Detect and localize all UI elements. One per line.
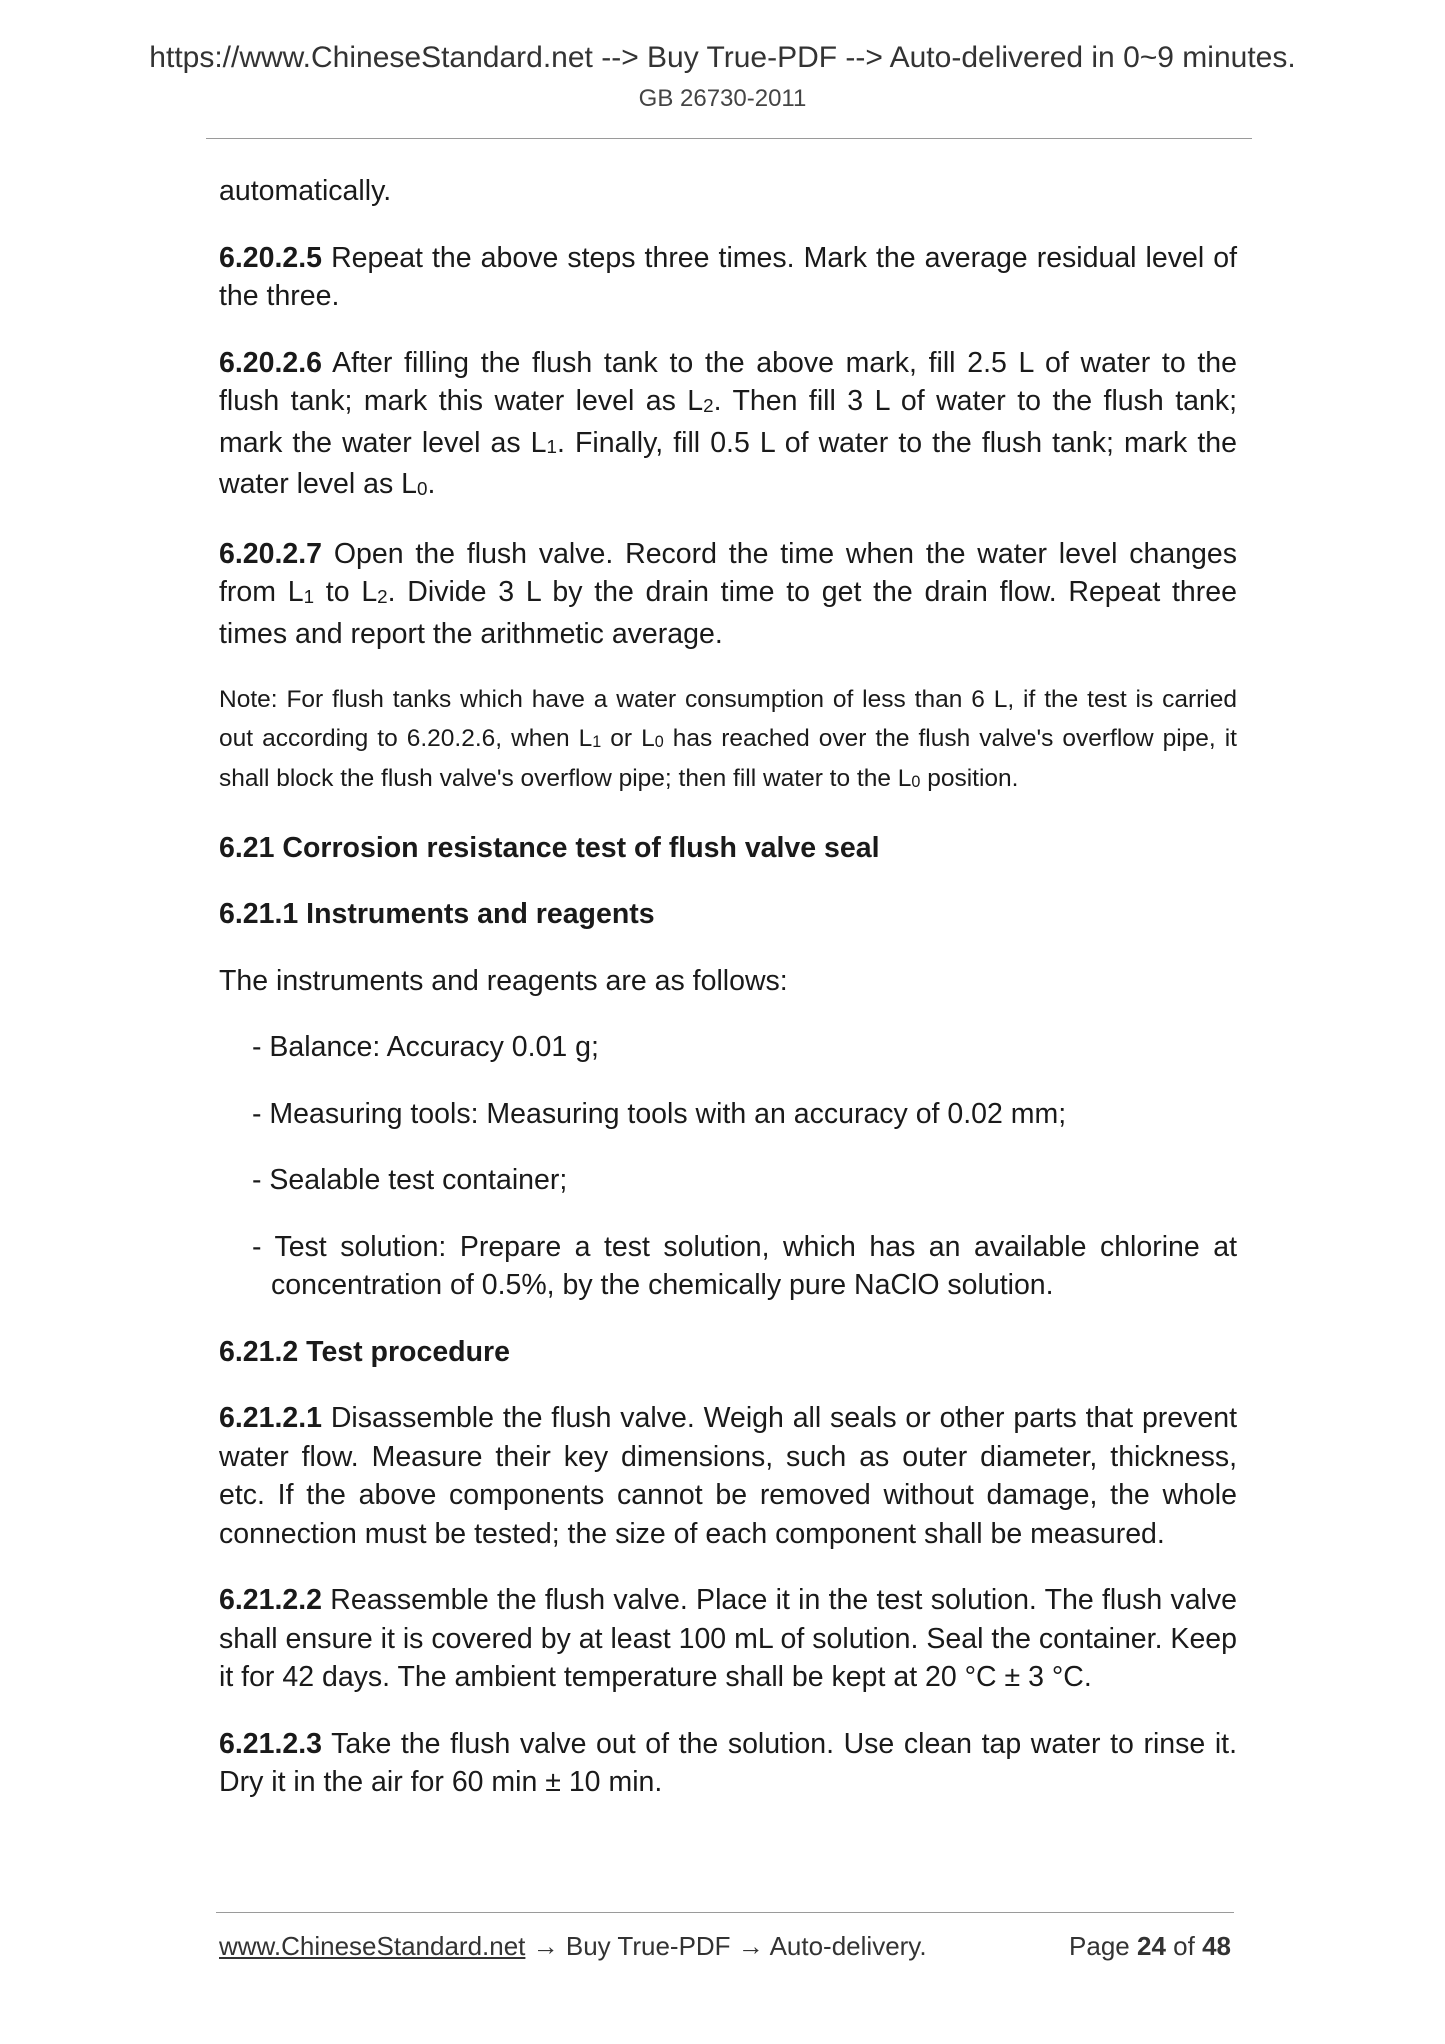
clause-text: Disassemble the flush valve. Weigh all seals or other parts that prevent water flow. Measure their key dimensions, such as outer diameter, thickness, etc. If the above components cannot be removed without damage, the whole connection must be tested; the size of each component shall be measured. [219, 1402, 1237, 1550]
clause-6-20-2-6 [219, 344, 1237, 507]
clause-text: After filling the flush tank to the above mark, fill 2.5 L of water to the flush tank; mark this water level as L [219, 346, 1237, 417]
clause-text: . Then fill 3 L of water to the flush tank; mark the water level as L [219, 385, 1237, 459]
page-label: Page [1069, 1931, 1130, 1961]
list-item: - Sealable test container; [252, 1164, 568, 1196]
paragraph-text: automatically. [219, 175, 392, 207]
list-item: - Test solution: Prepare a test solution, which has an available chlorine at concentration of 0.5%, by the chemically pure NaClO solution. [252, 1230, 1237, 1301]
section-heading-6-21-1: 6.21.1 Instruments and reagents [219, 898, 655, 930]
header-divider [206, 138, 1252, 139]
subscript: 2 [703, 394, 714, 416]
list-intro: The instruments and reagents are as follows: [219, 964, 788, 997]
note-text: has reached over the flush valve's overflow pipe, it shall block the flush valve's overflow pipe; then fill water to the L [219, 724, 1237, 792]
clause-number: 6.21.2.1 [219, 1402, 323, 1434]
clause-text: . [427, 468, 436, 500]
clause-6-20-2-7 [219, 535, 1237, 654]
note-text: or L [601, 724, 655, 752]
note-text: Note: For flush tanks which have a water consumption of less than 6 L, if the test is carried out according to 6.20.2.6, when L [219, 686, 1237, 752]
clause-text: . Finally, fill 0.5 L of water to the flush tank; mark the water level as L [219, 426, 1237, 500]
clause-6-21-2-2 [219, 1581, 1237, 1697]
clause-text: Reassemble the flush valve. Place it in the test solution. The flush valve shall ensure it is covered by at least 100 mL of solution. Seal the container. Keep it for 42 days. The ambient temperature shall be kept at 20 °C ± 3 °C. [219, 1584, 1237, 1693]
page-header [0, 38, 1445, 116]
clause-number: 6.21.2.3 [219, 1727, 323, 1760]
paragraph-continuation [219, 172, 1237, 211]
page-total: 48 [1202, 1931, 1231, 1961]
clause-text: Open the flush valve. Record the time when the water level changes from L [219, 537, 1237, 608]
page-number: 24 [1137, 1931, 1166, 1961]
subscript: 0 [654, 732, 664, 751]
footer-promo-text: → Buy True-PDF → Auto-delivery. [525, 1931, 927, 1961]
section-heading-6-21: 6.21 Corrosion resistance test of flush valve seal [219, 831, 880, 864]
clause-number: 6.20.2.5 [219, 241, 323, 274]
clause-text: Repeat the above steps three times. Mark the average residual level of the three. [219, 241, 1237, 312]
subscript: 0 [417, 477, 428, 499]
clause-text: Take the flush valve out of the solution. Use clean tap water to rinse it. Dry it in the air for 60 min ± 10 min. [219, 1727, 1237, 1798]
clause-number: 6.21.2.2 [219, 1584, 323, 1616]
note-text: position. [920, 765, 1019, 792]
footer-divider [216, 1912, 1234, 1913]
footer-promo [219, 1928, 927, 1964]
clause-text: to L [314, 576, 378, 608]
standard-number: GB 26730-2011 [638, 85, 807, 112]
clause-number: 6.20.2.6 [219, 346, 323, 379]
clause-number: 6.20.2.7 [219, 537, 323, 570]
clause-text: . Divide 3 L by the drain time to get the drain flow. Repeat three times and report the arithmetic average. [219, 576, 1237, 650]
website-link[interactable]: www.ChineseStandard.net [219, 1931, 526, 1961]
subscript: 1 [592, 732, 602, 751]
list-item: - Measuring tools: Measuring tools with an accuracy of 0.02 mm; [252, 1097, 1067, 1130]
clause-6-21-2-1 [219, 1399, 1237, 1553]
subscript: 2 [377, 585, 388, 607]
subscript: 0 [911, 773, 921, 792]
clause-6-20-2-5 [219, 239, 1237, 316]
subscript: 1 [546, 436, 558, 457]
list-item: - Balance: Accuracy 0.01 g; [252, 1031, 599, 1063]
note-paragraph [219, 681, 1237, 801]
of-label: of [1173, 1931, 1195, 1961]
header-url-line: https://www.ChineseStandard.net --> Buy True-PDF --> Auto-delivered in 0~9 minutes. [149, 41, 1296, 74]
section-heading-6-21-2: 6.21.2 Test procedure [219, 1335, 510, 1368]
page-indicator [1069, 1928, 1231, 1964]
subscript: 1 [303, 585, 315, 607]
document-body [219, 172, 1237, 1830]
clause-6-21-2-3 [219, 1725, 1237, 1802]
